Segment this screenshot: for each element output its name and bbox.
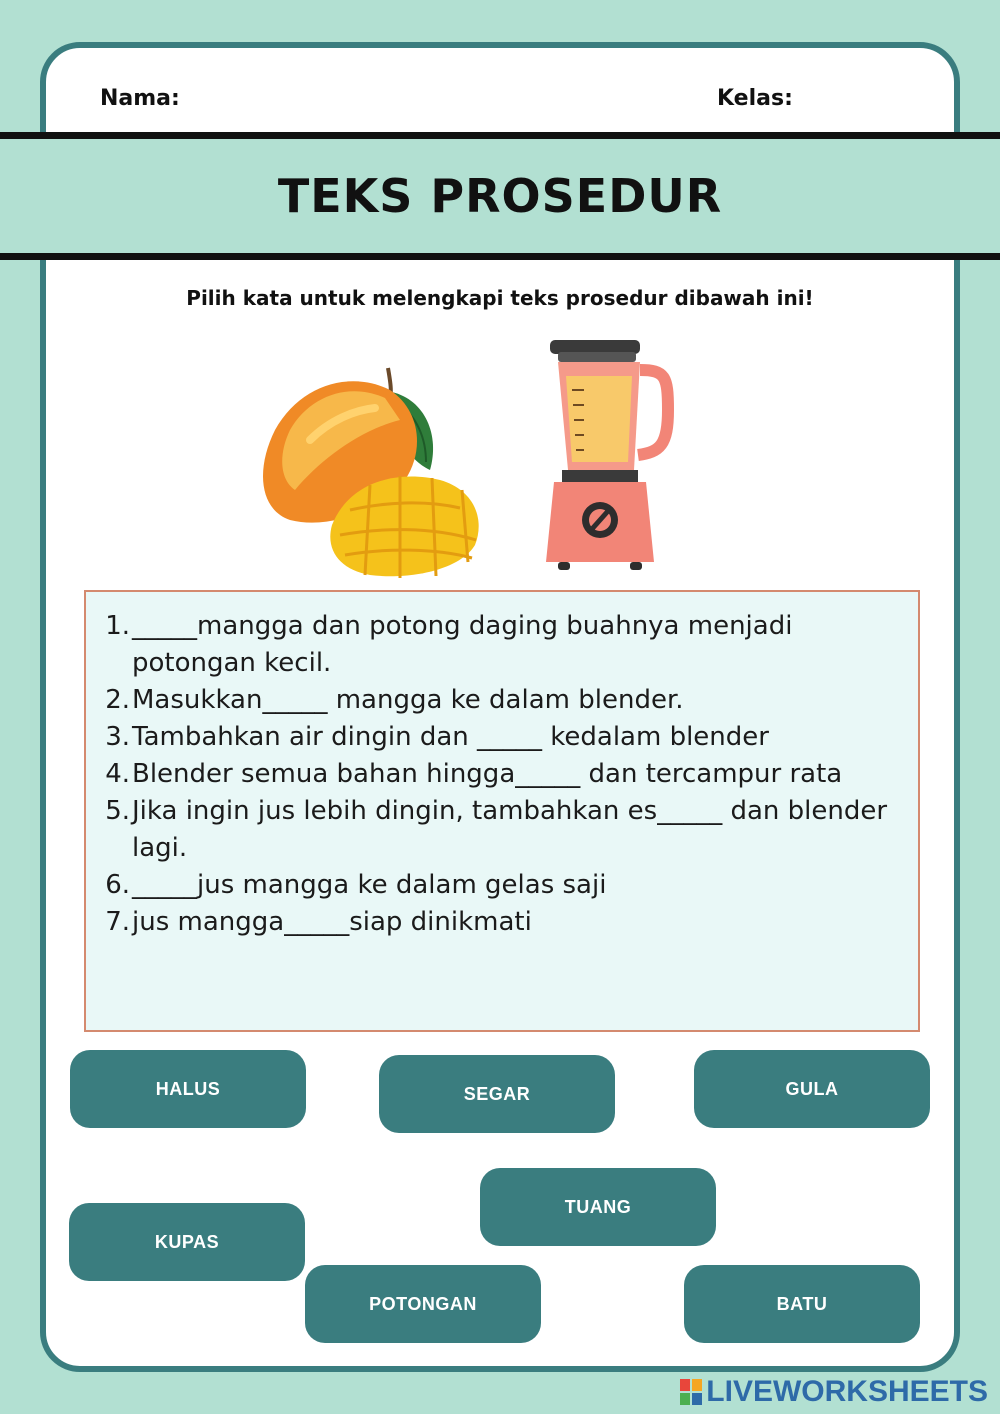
word-chip-potongan[interactable]: POTONGAN xyxy=(305,1265,541,1343)
word-chip-halus[interactable]: HALUS xyxy=(70,1050,306,1128)
step-text[interactable]: Jika ingin jus lebih dingin, tambahkan es_____ dan blender lagi. xyxy=(132,796,888,863)
class-label: Kelas: xyxy=(717,86,793,111)
steps-list xyxy=(104,608,904,941)
step-number: 5. xyxy=(105,796,130,826)
step-text[interactable]: Masukkan_____ mangga ke dalam blender. xyxy=(132,685,684,715)
step-number: 3. xyxy=(105,722,130,752)
list-item xyxy=(104,756,904,793)
list-item xyxy=(104,719,904,756)
word-chip-gula[interactable]: GULA xyxy=(694,1050,930,1128)
list-item xyxy=(104,867,904,904)
word-chip-segar[interactable]: SEGAR xyxy=(379,1055,615,1133)
step-text[interactable]: _____mangga dan potong daging buahnya menjadi potongan kecil. xyxy=(132,611,793,678)
step-number: 1. xyxy=(105,611,130,641)
step-text[interactable]: _____jus mangga ke dalam gelas saji xyxy=(132,870,607,900)
liveworksheets-icon xyxy=(680,1379,702,1405)
step-number: 2. xyxy=(105,685,130,715)
list-item xyxy=(104,904,904,941)
page-title: TEKS PROSEDUR xyxy=(277,169,723,223)
step-number: 7. xyxy=(105,907,130,937)
step-number: 4. xyxy=(105,759,130,789)
list-item xyxy=(104,608,904,682)
instruction-text: Pilih kata untuk melengkapi teks prosedur dibawah ini! xyxy=(186,286,814,310)
step-text[interactable]: Tambahkan air dingin dan _____ kedalam blender xyxy=(132,722,769,752)
name-label: Nama: xyxy=(100,86,180,111)
list-item xyxy=(104,793,904,867)
step-text[interactable]: Blender semua bahan hingga_____ dan tercampur rata xyxy=(132,759,843,789)
word-chip-batu[interactable]: BATU xyxy=(684,1265,920,1343)
blender-icon xyxy=(546,340,668,570)
title-band xyxy=(0,132,1000,260)
step-number: 6. xyxy=(105,870,130,900)
illustration xyxy=(240,330,680,580)
step-text[interactable]: jus mangga_____siap dinikmati xyxy=(132,907,532,937)
brand-text: LIVEWORKSHEETS xyxy=(706,1375,988,1408)
procedure-box xyxy=(84,590,920,1032)
brand-logo xyxy=(680,1375,988,1409)
mango-icon xyxy=(263,368,479,578)
word-chip-kupas[interactable]: KUPAS xyxy=(69,1203,305,1281)
list-item xyxy=(104,682,904,719)
word-chip-tuang[interactable]: TUANG xyxy=(480,1168,716,1246)
